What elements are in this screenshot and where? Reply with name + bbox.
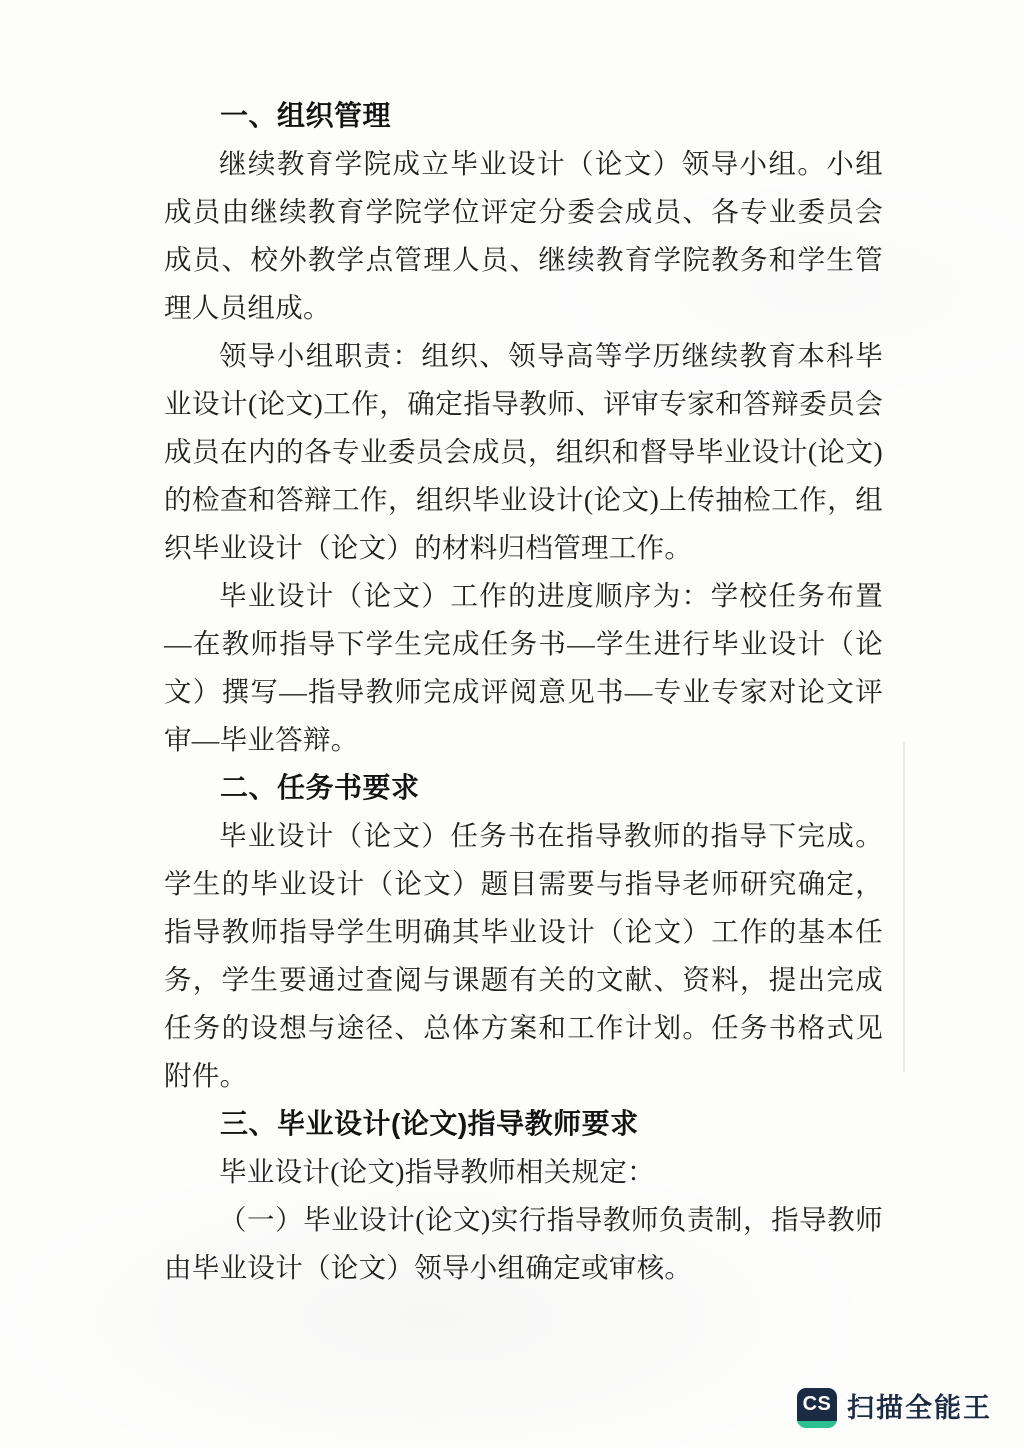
- paragraph: 领导小组职责：组织、领导高等学历继续教育本科毕业设计(论文)工作，确定指导教师、评审专家和答辩委员会成员在内的各专业委员会成员，组织和督导毕业设计(论文)的检查和答辩工作，组织毕业设计(论文)上传抽检工作，组织毕业设计（论文）的材料归档管理工作。: [164, 340, 883, 563]
- section-heading: 一、组织管理: [220, 100, 392, 131]
- camscanner-app-name: 扫描全能王: [847, 1393, 992, 1423]
- document-text: [164, 92, 883, 1292]
- camscanner-logo-letters: CS: [797, 1388, 837, 1421]
- paragraph: 毕业设计(论文)指导教师相关规定：: [219, 1156, 655, 1187]
- paragraph: 毕业设计（论文）任务书在指导教师的指导下完成。学生的毕业设计（论文）题目需要与指导老师研究确定，指导教师指导学生明确其毕业设计（论文）工作的基本任务，学生要通过查阅与课题有关的文献、资料，提出完成任务的设想与途径、总体方案和工作计划。任务书格式见附件。: [164, 820, 883, 1091]
- section-heading: 三、毕业设计(论文)指导教师要求: [220, 1108, 639, 1139]
- scan-crease-line: [903, 742, 905, 1072]
- paragraph: （一）毕业设计(论文)实行指导教师负责制，指导教师由毕业设计（论文）领导小组确定或审核。: [164, 1204, 883, 1283]
- camscanner-logo-accent-bar: [797, 1421, 837, 1428]
- camscanner-logo-icon: [797, 1388, 837, 1428]
- paragraph: 毕业设计（论文）工作的进度顺序为：学校任务布置—在教师指导下学生完成任务书—学生进行毕业设计（论文）撰写—指导教师完成评阅意见书—专业专家对论文评审—毕业答辩。: [164, 580, 883, 755]
- paragraph: 继续教育学院成立毕业设计（论文）领导小组。小组成员由继续教育学院学位评定分委会成员、各专业委员会成员、校外教学点管理人员、继续教育学院教务和学生管理人员组成。: [164, 148, 883, 323]
- camscanner-watermark: [797, 1388, 992, 1428]
- section-heading: 二、任务书要求: [220, 772, 420, 803]
